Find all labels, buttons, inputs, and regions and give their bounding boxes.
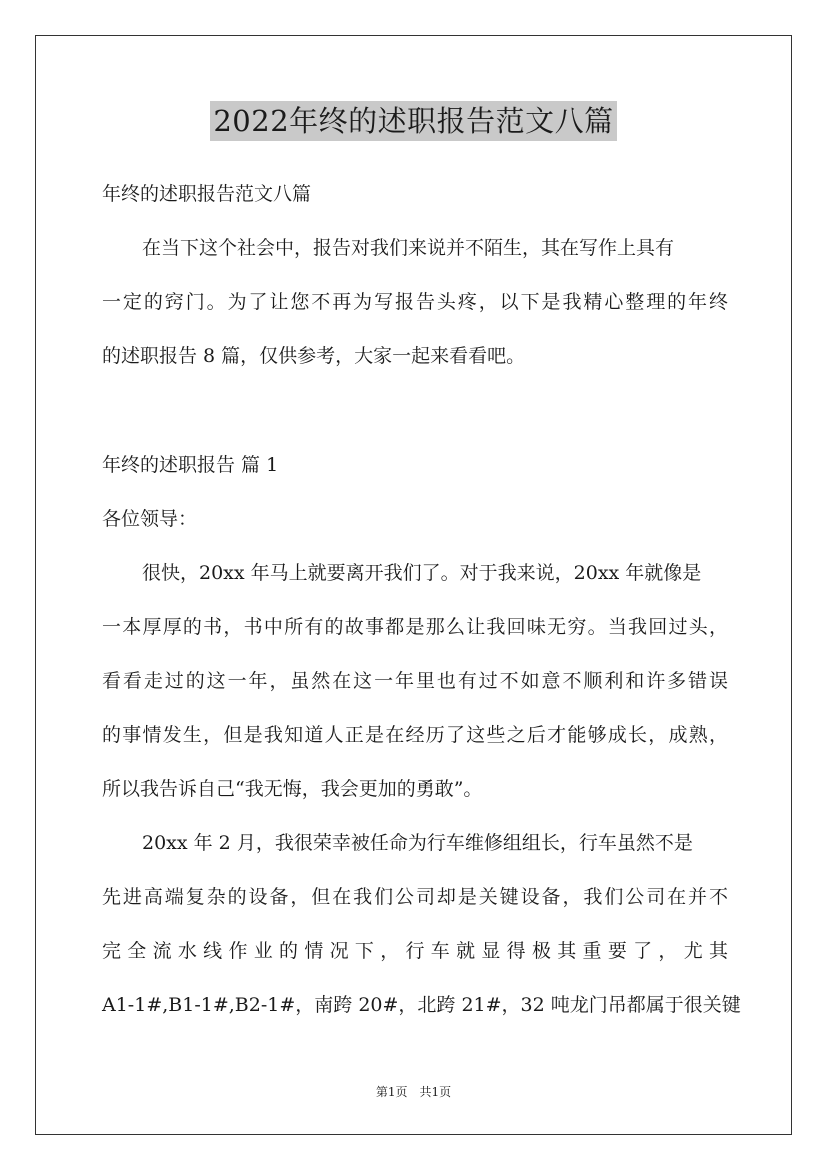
subtitle-line: 年终的述职报告范文八篇	[102, 183, 312, 205]
body-line-5: 所以我告诉自己“我无悔，我会更加的勇敢”。	[102, 778, 483, 800]
intro-line-2: 一定的窍门。为了让您不再为写报告头疼，以下是我精心整理的年终	[102, 291, 728, 313]
body-line-4: 的事情发生，但是我知道人正是在经历了这些之后才能够成长，成熟，	[102, 724, 728, 746]
body-line-9: A1-1#,B1-1#,B2-1#，南跨 20#，北跨 21#，32 吨龙门吊都属于很关键	[102, 994, 741, 1016]
body-line-7: 先进高端复杂的设备，但在我们公司却是关键设备，我们公司在并不	[102, 886, 728, 908]
page-footer: 第1页 共1页	[375, 1085, 452, 1099]
intro-line-3: 的述职报告 8 篇，仅供参考，大家一起来看看吧。	[102, 345, 526, 367]
title-container	[0, 101, 827, 141]
intro-line-1: 在当下这个社会中，报告对我们来说并不陌生，其在写作上具有	[142, 237, 675, 259]
body-line-6: 20xx 年 2 月，我很荣幸被任命为行车维修组组长，行车虽然不是	[142, 832, 693, 854]
section-heading: 年终的述职报告 篇 1	[102, 454, 279, 476]
body-line-3: 看看走过的这一年，虽然在这一年里也有过不如意不顺利和许多错误	[102, 670, 728, 692]
salutation: 各位领导：	[102, 508, 198, 530]
document-title: 2022年终的述职报告范文八篇	[210, 101, 616, 141]
body-line-1: 很快，20xx 年马上就要离开我们了。对于我来说，20xx 年就像是	[142, 562, 702, 584]
body-line-8: 完全流水线作业的情况下，行车就显得极其重要了，尤其	[102, 940, 728, 962]
body-line-2: 一本厚厚的书，书中所有的故事都是那么让我回味无穷。当我回过头，	[102, 616, 728, 638]
